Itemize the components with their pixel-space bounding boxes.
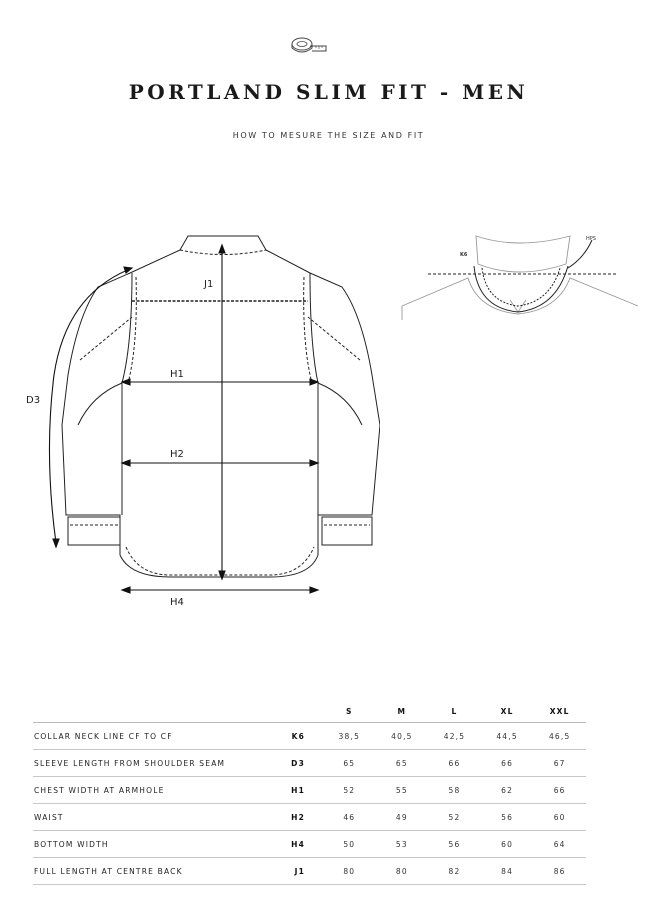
size-value: 65 <box>376 750 429 777</box>
table-row <box>33 831 586 858</box>
label-k6: K6 <box>460 252 468 258</box>
page-subtitle: HOW TO MESURE THE SIZE AND FIT <box>232 131 425 140</box>
size-value: 82 <box>428 858 481 885</box>
size-value: 66 <box>533 777 586 804</box>
size-value: 49 <box>376 804 429 831</box>
size-value: 55 <box>376 777 429 804</box>
size-value: 65 <box>323 750 376 777</box>
label-h4: H4 <box>170 597 184 608</box>
row-label: WAIST <box>33 804 273 831</box>
table-row <box>33 777 586 804</box>
size-value: 56 <box>481 804 534 831</box>
row-label: FULL LENGTH AT CENTRE BACK <box>33 858 273 885</box>
row-label: SLEEVE LENGTH FROM SHOULDER SEAM <box>33 750 273 777</box>
table-row <box>33 723 586 750</box>
column-header: XL <box>481 700 534 723</box>
shirt-back-diagram <box>20 225 380 615</box>
size-value: 60 <box>481 831 534 858</box>
row-label: BOTTOM WIDTH <box>33 831 273 858</box>
size-value: 58 <box>428 777 481 804</box>
row-code: J1 <box>273 858 323 885</box>
column-header: XXL <box>533 700 586 723</box>
table-row <box>33 858 586 885</box>
measuring-tape-icon <box>288 34 330 56</box>
size-value: 66 <box>481 750 534 777</box>
label-j1: J1 <box>204 279 214 290</box>
size-value: 38,5 <box>323 723 376 750</box>
table-row <box>33 750 586 777</box>
row-label: CHEST WIDTH AT ARMHOLE <box>33 777 273 804</box>
size-value: 40,5 <box>376 723 429 750</box>
table-row <box>33 804 586 831</box>
size-value: 80 <box>376 858 429 885</box>
row-code: H2 <box>273 804 323 831</box>
label-h2: H2 <box>170 449 184 460</box>
size-value: 84 <box>481 858 534 885</box>
row-code: K6 <box>273 723 323 750</box>
page-title: PORTLAND SLIM FIT - MEN <box>128 80 529 104</box>
size-value: 46,5 <box>533 723 586 750</box>
size-value: 60 <box>533 804 586 831</box>
size-value: 44,5 <box>481 723 534 750</box>
row-code: D3 <box>273 750 323 777</box>
size-table <box>33 700 586 885</box>
size-value: 42,5 <box>428 723 481 750</box>
column-header: S <box>323 700 376 723</box>
label-h1: H1 <box>170 369 184 380</box>
size-value: 52 <box>323 777 376 804</box>
size-value: 62 <box>481 777 534 804</box>
size-value: 50 <box>323 831 376 858</box>
size-value: 67 <box>533 750 586 777</box>
label-hps: HPS <box>586 236 596 242</box>
row-label: COLLAR NECK LINE CF TO CF <box>33 723 273 750</box>
row-code: H1 <box>273 777 323 804</box>
row-code: H4 <box>273 831 323 858</box>
size-value: 46 <box>323 804 376 831</box>
size-value: 64 <box>533 831 586 858</box>
size-value: 56 <box>428 831 481 858</box>
size-value: 66 <box>428 750 481 777</box>
label-d3: D3 <box>26 395 41 406</box>
column-header: M <box>376 700 429 723</box>
table-header-row <box>33 700 586 723</box>
size-value: 86 <box>533 858 586 885</box>
size-value: 80 <box>323 858 376 885</box>
column-header: L <box>428 700 481 723</box>
size-value: 53 <box>376 831 429 858</box>
collar-detail-diagram <box>398 228 643 328</box>
size-value: 52 <box>428 804 481 831</box>
